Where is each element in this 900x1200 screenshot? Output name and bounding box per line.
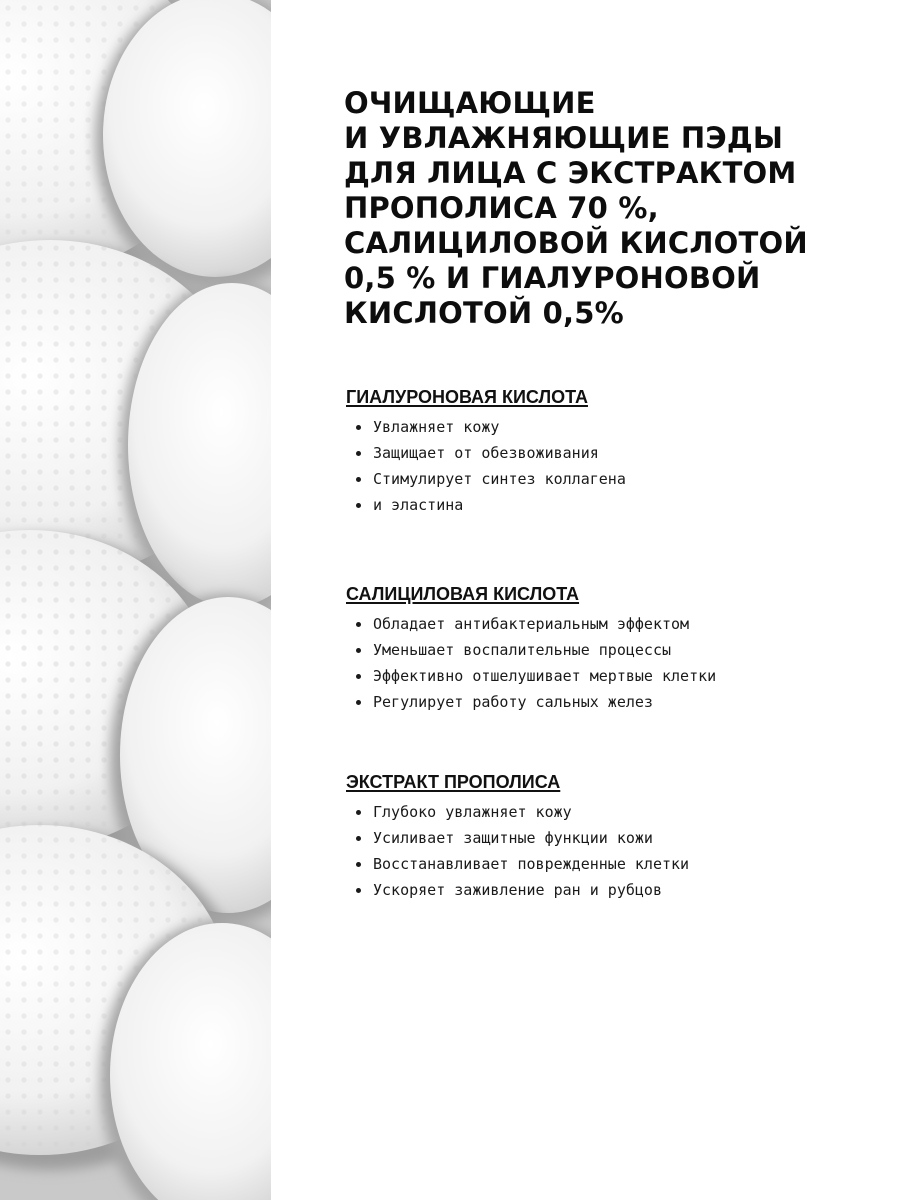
headline-line: 0,5 % И ГИАЛУРОНОВОЙ [344, 261, 761, 295]
headline-line: И УВЛАЖНЯЮЩИЕ ПЭДЫ [344, 121, 784, 155]
list-item: Регулирует работу сальных желез [346, 689, 876, 715]
section-propolis-extract [346, 771, 876, 903]
section-hyaluronic-acid [346, 386, 876, 518]
list-item: Стимулирует синтез коллагена [346, 466, 876, 492]
list-item: Восстанавливает поврежденные клетки [346, 851, 876, 877]
list-item: и эластина [346, 492, 876, 518]
section-title: ЭКСТРАКТ ПРОПОЛИСА [346, 772, 561, 792]
list-item: Уменьшает воспалительные процессы [346, 637, 876, 663]
benefits-list [346, 611, 876, 715]
benefits-list [346, 799, 876, 903]
headline-line: КИСЛОТОЙ 0,5% [344, 296, 624, 330]
section-title: САЛИЦИЛОВАЯ КИСЛОТА [346, 584, 580, 604]
content-column [344, 86, 874, 899]
section-salicylic-acid [346, 583, 876, 715]
list-item: Ускоряет заживление ран и рубцов [346, 877, 876, 903]
list-item: Увлажняет кожу [346, 414, 876, 440]
benefits-list [346, 414, 876, 518]
product-headline [344, 86, 874, 331]
headline-line: ОЧИЩАЮЩИЕ [344, 86, 596, 120]
cotton-pads-photo [0, 0, 271, 1200]
list-item: Глубоко увлажняет кожу [346, 799, 876, 825]
headline-line: ПРОПОЛИСА 70 %, [344, 191, 659, 225]
cotton-pads-illustration [0, 0, 271, 1200]
headline-line: САЛИЦИЛОВОЙ КИСЛОТОЙ [344, 226, 808, 260]
list-item: Эффективно отшелушивает мертвые клетки [346, 663, 876, 689]
section-title: ГИАЛУРОНОВАЯ КИСЛОТА [346, 387, 588, 407]
list-item: Обладает антибактериальным эффектом [346, 611, 876, 637]
list-item: Защищает от обезвоживания [346, 440, 876, 466]
list-item: Усиливает защитные функции кожи [346, 825, 876, 851]
headline-line: ДЛЯ ЛИЦА С ЭКСТРАКТОМ [344, 156, 797, 190]
